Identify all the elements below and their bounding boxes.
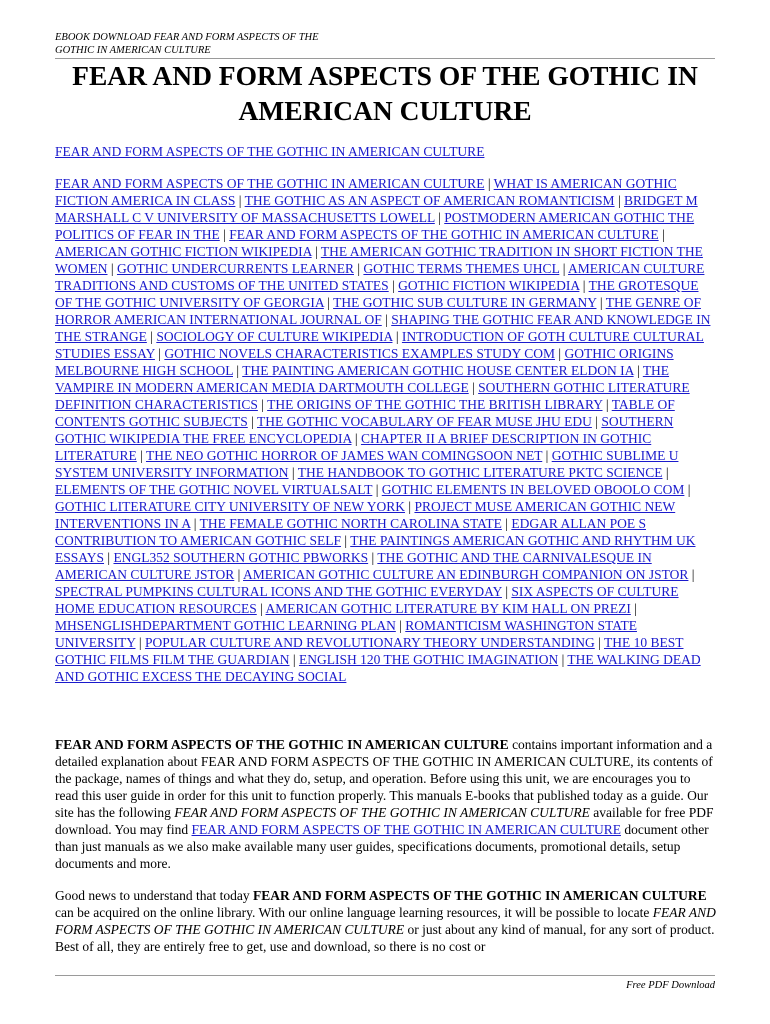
link-separator: |: [190, 516, 200, 531]
link-separator: |: [555, 346, 565, 361]
related-link[interactable]: TABLE OF CONTENTS GOTHIC SUBJECTS: [55, 397, 675, 429]
related-link[interactable]: GOTHIC ELEMENTS IN BELOVED OBOOLO COM: [381, 482, 685, 497]
related-link[interactable]: INTRODUCTION OF GOTH CULTURE CULTURAL STUDIES ESSAY: [55, 329, 704, 361]
link-separator: |: [235, 193, 245, 208]
related-link[interactable]: ENGL352 SOUTHERN GOTHIC PBWORKS: [113, 550, 369, 565]
running-header-line-2: GOTHIC IN AMERICAN CULTURE: [55, 45, 211, 56]
link-separator: |: [484, 176, 494, 191]
paragraph-text: can be acquired on the online library. With our online language learning resources, it will be possible to locate: [55, 905, 653, 920]
link-separator: |: [542, 448, 552, 463]
link-separator: |: [591, 414, 602, 429]
link-separator: |: [219, 227, 230, 242]
related-link[interactable]: THE GROTESQUE OF THE GOTHIC UNIVERSITY OF GEORGIA: [55, 278, 699, 310]
related-link[interactable]: ELEMENTS OF THE GOTHIC NOVEL VIRTUALSALT: [55, 482, 373, 497]
related-link[interactable]: THE HANDBOOK TO GOTHIC LITERATURE PKTC SCIENCE: [297, 465, 663, 480]
good-news-paragraph: [55, 887, 717, 955]
link-separator: |: [341, 533, 351, 548]
running-header: [55, 31, 455, 57]
related-link[interactable]: POPULAR CULTURE AND REVOLUTIONARY THEORY UNDERSTANDING: [144, 635, 595, 650]
related-link[interactable]: ENGLISH 120 THE GOTHIC IMAGINATION: [298, 652, 559, 667]
link-separator: |: [323, 295, 334, 310]
description-paragraph: [55, 736, 717, 872]
link-separator: |: [662, 465, 669, 480]
related-link[interactable]: THE NEO GOTHIC HORROR OF JAMES WAN COMINGSOON NET: [145, 448, 543, 463]
related-link[interactable]: THE 10 BEST GOTHIC FILMS FILM THE GUARDIAN: [55, 635, 684, 667]
link-separator: |: [351, 431, 361, 446]
link-separator: |: [107, 261, 117, 276]
paragraph-bold-title: FEAR AND FORM ASPECTS OF THE GOTHIC IN AMERICAN CULTURE: [252, 888, 707, 903]
related-link[interactable]: SHAPING THE GOTHIC FEAR AND KNOWLEDGE IN THE STRANGE: [55, 312, 711, 344]
link-separator: |: [596, 295, 606, 310]
paragraph-title-link[interactable]: FEAR AND FORM ASPECTS OF THE GOTHIC IN AMERICAN CULTURE: [191, 822, 621, 837]
related-link[interactable]: THE GOTHIC VOCABULARY OF FEAR MUSE JHU EDU: [256, 414, 592, 429]
related-link[interactable]: AMERICAN GOTHIC FICTION WIKIPEDIA: [55, 244, 312, 259]
related-link[interactable]: THE AMERICAN GOTHIC TRADITION IN SHORT FICTION THE WOMEN: [55, 244, 703, 276]
link-separator: |: [257, 397, 268, 412]
related-link[interactable]: THE VAMPIRE IN MODERN AMERICAN MEDIA DARTMOUTH COLLEGE: [55, 363, 670, 395]
link-separator: |: [594, 635, 604, 650]
paragraph-text: document other than just manuals as we also make available many user guides, specifications documents, promotional details, setup documents and more.: [55, 822, 709, 871]
link-separator: |: [579, 278, 589, 293]
link-separator: |: [688, 567, 695, 582]
page-title: [55, 58, 715, 128]
link-separator: |: [501, 516, 512, 531]
related-link[interactable]: SIX ASPECTS OF CULTURE HOME EDUCATION RESOURCES: [55, 584, 679, 616]
link-separator: |: [104, 550, 114, 565]
footer-label: Free PDF Download: [626, 980, 715, 991]
top-link-container: [55, 143, 484, 160]
related-link[interactable]: SOCIOLOGY OF CULTURE WIKIPEDIA: [156, 329, 393, 344]
related-link[interactable]: GOTHIC ORIGINS MELBOURNE HIGH SCHOOL: [55, 346, 674, 378]
related-link[interactable]: AMERICAN CULTURE TRADITIONS AND CUSTOMS OF THE UNITED STATES: [55, 261, 705, 293]
page-title-line-2: AMERICAN CULTURE: [238, 95, 532, 126]
link-separator: |: [404, 499, 415, 514]
page-title-line-1: FEAR AND FORM ASPECTS OF THE GOTHIC IN: [72, 60, 698, 91]
related-link[interactable]: THE PAINTING AMERICAN GOTHIC HOUSE CENTER ELDON IA: [242, 363, 634, 378]
related-link[interactable]: THE PAINTINGS AMERICAN GOTHIC AND RHYTHM UK ESSAYS: [55, 533, 696, 565]
link-separator: |: [146, 329, 157, 344]
related-link[interactable]: THE ORIGINS OF THE GOTHIC THE BRITISH LIBRARY: [267, 397, 603, 412]
related-link[interactable]: FEAR AND FORM ASPECTS OF THE GOTHIC IN AMERICAN CULTURE: [55, 176, 485, 191]
related-link[interactable]: ROMANTICISM WASHINGTON STATE UNIVERSITY: [55, 618, 637, 650]
related-link[interactable]: AMERICAN GOTHIC LITERATURE BY KIM HALL ON PREZI: [265, 601, 631, 616]
related-link[interactable]: GOTHIC SUBLIME U SYSTEM UNIVERSITY INFORMATION: [55, 448, 679, 480]
link-separator: |: [233, 363, 243, 378]
link-separator: |: [395, 618, 406, 633]
related-link[interactable]: GOTHIC NOVELS CHARACTERISTICS EXAMPLES STUDY COM: [164, 346, 556, 361]
link-separator: |: [289, 652, 299, 667]
related-link[interactable]: SOUTHERN GOTHIC WIKIPEDIA THE FREE ENCYCLOPEDIA: [55, 414, 674, 446]
link-separator: |: [559, 261, 569, 276]
related-link[interactable]: BRIDGET M MARSHALL C V UNIVERSITY OF MASSACHUSETTS LOWELL: [55, 193, 698, 225]
related-link[interactable]: THE GOTHIC AND THE CARNIVALESQUE IN AMERICAN CULTURE JSTOR: [55, 550, 652, 582]
link-separator: |: [392, 329, 402, 344]
footer-divider: [55, 975, 715, 976]
link-separator: |: [288, 465, 298, 480]
related-link[interactable]: WHAT IS AMERICAN GOTHIC FICTION AMERICA IN CLASS: [55, 176, 677, 208]
related-link[interactable]: PROJECT MUSE AMERICAN GOTHIC NEW INTERVENTIONS IN A: [55, 499, 676, 531]
related-link[interactable]: THE WALKING DEAD AND GOTHIC EXCESS THE DECAYING SOCIAL: [55, 652, 701, 684]
link-separator: |: [658, 227, 665, 242]
link-separator: |: [614, 193, 625, 208]
related-link[interactable]: CHAPTER II A BRIEF DESCRIPTION IN GOTHIC LITERATURE: [55, 431, 652, 463]
link-separator: |: [368, 550, 378, 565]
link-separator: |: [256, 601, 266, 616]
link-separator: |: [135, 635, 145, 650]
link-separator: |: [136, 448, 146, 463]
link-separator: |: [234, 567, 243, 582]
link-separator: |: [684, 482, 691, 497]
paragraph-text: or just about any kind of manual, for any sort of product. Best of all, they are entirely free to get, use and download, so there is no cost or: [55, 922, 715, 954]
related-link[interactable]: THE FEMALE GOTHIC NORTH CAROLINA STATE: [199, 516, 502, 531]
link-separator: |: [388, 278, 399, 293]
paragraph-text: available for free PDF download. You may find: [55, 805, 714, 837]
link-separator: |: [633, 363, 643, 378]
related-link[interactable]: THE GOTHIC AS AN ASPECT OF AMERICAN ROMANTICISM: [244, 193, 615, 208]
related-link[interactable]: AMERICAN GOTHIC CULTURE AN EDINBURGH COMPANION ON JSTOR: [243, 567, 689, 582]
related-link[interactable]: SOUTHERN GOTHIC LITERATURE DEFINITION CHARACTERISTICS: [55, 380, 690, 412]
paragraph-text: Good news to understand that today: [55, 888, 253, 903]
link-separator: |: [372, 482, 382, 497]
link-separator: |: [247, 414, 257, 429]
related-link[interactable]: SPECTRAL PUMPKINS CULTURAL ICONS AND THE GOTHIC EVERYDAY: [55, 584, 502, 599]
link-separator: |: [501, 584, 512, 599]
link-separator: |: [468, 380, 479, 395]
running-header-line-1: EBOOK DOWNLOAD FEAR AND FORM ASPECTS OF THE: [55, 32, 319, 43]
related-link[interactable]: GOTHIC FICTION WIKIPEDIA: [398, 278, 580, 293]
link-separator: |: [630, 601, 637, 616]
related-link[interactable]: GOTHIC LITERATURE CITY UNIVERSITY OF NEW YORK: [55, 499, 405, 514]
paragraph-bold-title: FEAR AND FORM ASPECTS OF THE GOTHIC IN AMERICAN CULTURE: [55, 737, 509, 752]
link-separator: |: [381, 312, 392, 327]
related-link[interactable]: GOTHIC UNDERCURRENTS LEARNER: [116, 261, 354, 276]
paragraph-italic-title: FEAR AND FORM ASPECTS OF THE GOTHIC IN AMERICAN CULTURE: [174, 805, 590, 820]
related-link[interactable]: MHSENGLISHDEPARTMENT GOTHIC LEARNING PLAN: [55, 618, 396, 633]
link-separator: |: [353, 261, 364, 276]
link-separator: |: [602, 397, 612, 412]
related-link[interactable]: GOTHIC TERMS THEMES UHCL: [363, 261, 560, 276]
paragraph-text: contains important information and a detailed explanation about FEAR AND FORM ASPECTS OF THE GOTHIC IN AMERICAN CULTURE, its contents of the package, names of things and what they do, setup, and operation. Before using this unit, we are encourages you to read this user guide in order for this unit to function properly. This manuals E-books that published today as a guide. Our site has the following: [55, 737, 713, 820]
link-separator: |: [154, 346, 165, 361]
link-separator: |: [311, 244, 321, 259]
link-separator: |: [434, 210, 445, 225]
top-title-link[interactable]: FEAR AND FORM ASPECTS OF THE GOTHIC IN AMERICAN CULTURE: [55, 144, 485, 159]
link-separator: |: [558, 652, 568, 667]
related-link[interactable]: EDGAR ALLAN POE S CONTRIBUTION TO AMERICAN GOTHIC SELF: [55, 516, 646, 548]
related-links-list: [55, 175, 717, 685]
paragraph-italic-title: FEAR AND FORM ASPECTS OF THE GOTHIC IN AMERICAN CULTURE: [55, 905, 716, 937]
related-link[interactable]: FEAR AND FORM ASPECTS OF THE GOTHIC IN AMERICAN CULTURE: [229, 227, 659, 242]
related-link[interactable]: THE GOTHIC SUB CULTURE IN GERMANY: [333, 295, 597, 310]
related-link[interactable]: THE GENRE OF HORROR AMERICAN INTERNATIONAL JOURNAL OF: [55, 295, 701, 327]
related-link[interactable]: POSTMODERN AMERICAN GOTHIC THE POLITICS OF FEAR IN THE: [55, 210, 695, 242]
